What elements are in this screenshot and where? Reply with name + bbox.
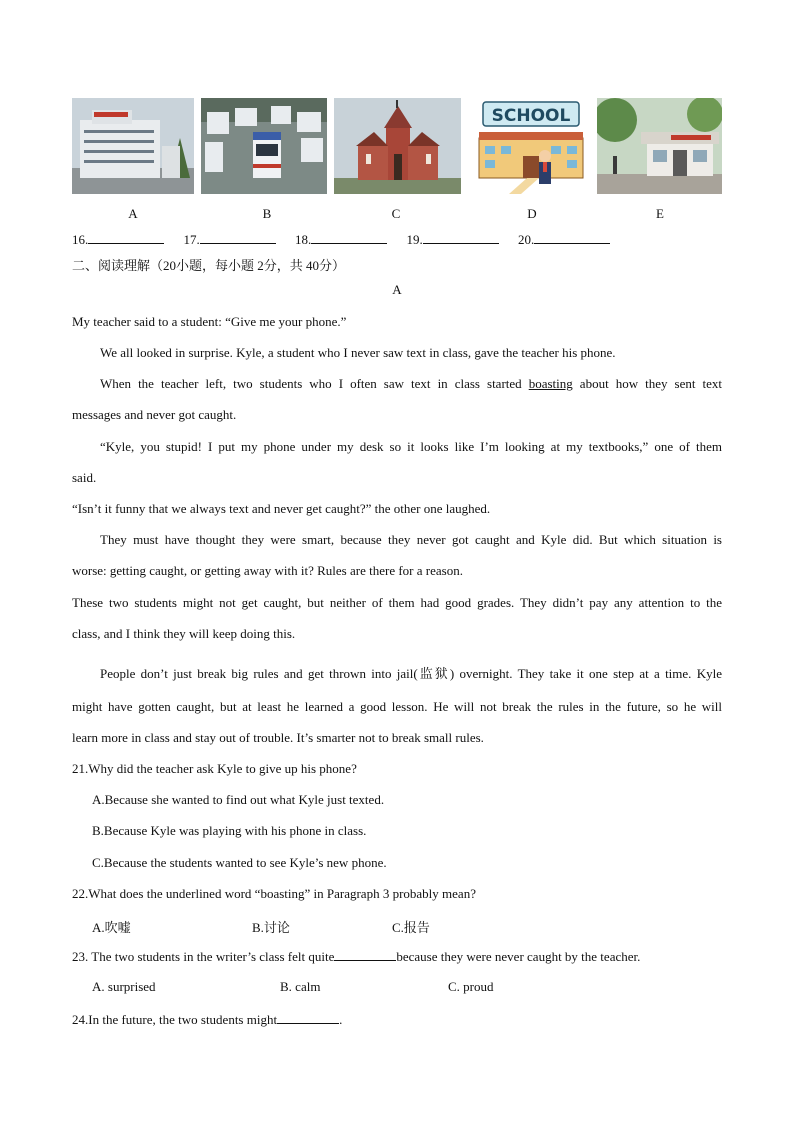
answer-blank-16[interactable]	[88, 231, 164, 244]
question-23: 23. The two students in the writer’s class felt quite because they were never caught by the teacher.	[72, 949, 641, 964]
passage-line: We all looked in surprise. Kyle, a student who I never saw text in class, gave the teacher his phone.	[100, 345, 616, 360]
question-21: 21.Why did the teacher ask Kyle to give up his phone?	[72, 761, 357, 776]
answer-blank-24[interactable]	[277, 1011, 339, 1024]
school-cartoon	[469, 98, 600, 194]
options-22	[92, 917, 492, 935]
picture-letter-e: E	[656, 206, 664, 221]
passage-line: These two students might not get caught, but neither of them had good grades. They didn’t pay any attention to the	[72, 595, 722, 610]
church-photo	[334, 98, 461, 194]
picture-letter-d: D	[527, 206, 537, 221]
answer-blank-20[interactable]	[534, 231, 610, 244]
picture-row	[72, 98, 722, 196]
passage-line: My teacher said to a student: “Give me your phone.”	[72, 314, 347, 329]
question-22: 22.What does the underlined word “boasting” in Paragraph 3 probably mean?	[72, 886, 476, 901]
hospital-photo	[72, 98, 194, 194]
blank-number: 20.	[518, 232, 535, 247]
section-heading: 二、阅读理解（20小题，每小题 2分，共 40分）	[72, 258, 346, 273]
option-23-a[interactable]: A. surprised	[92, 979, 156, 994]
answer-blank-18[interactable]	[311, 231, 387, 244]
passage-line: “Isn’t it funny that we always text and never get caught?” the other one laughed.	[72, 501, 491, 516]
passage-line: “Kyle, you stupid! I put my phone under my desk so it looks like I’m looking at my textbooks,” one of them	[100, 439, 722, 454]
answer-blank-23[interactable]	[334, 948, 396, 961]
passage-line: worse: getting caught, or getting away with it? Rules are there for a reason.	[72, 563, 463, 578]
passage-line: class, and I think they will keep doing this.	[72, 626, 296, 641]
option-22-b[interactable]: B.讨论	[252, 920, 290, 935]
option-23-c[interactable]: C. proud	[448, 979, 494, 994]
passage-line: might have gotten caught, but at least he learned a good lesson. He will not break the rules in the future, so he will	[72, 699, 722, 714]
blank-number: 18.	[295, 232, 312, 247]
picture-letter-c: C	[391, 206, 401, 221]
underlined-word-boasting: boasting	[528, 376, 573, 391]
picture-letter-b: B	[262, 206, 272, 221]
option-21-a[interactable]: A.Because she wanted to find out what Kyle just texted.	[92, 792, 385, 807]
blank-number: 17.	[183, 232, 200, 247]
park-gate-photo	[597, 98, 722, 194]
options-23	[92, 979, 512, 997]
blank-number: 16.	[72, 232, 89, 247]
option-22-a[interactable]: A.吹嘘	[92, 920, 131, 935]
passage-line: When the teacher left, two students who I often saw text in class started boasting about how they sent text	[100, 376, 722, 391]
option-23-b[interactable]: B. calm	[280, 979, 321, 994]
blank-number: 19.	[406, 232, 423, 247]
passage-line: learn more in class and stay out of trouble. It’s smarter not to break small rules.	[72, 730, 484, 745]
option-21-b[interactable]: B.Because Kyle was playing with his phone in class.	[92, 823, 367, 838]
option-22-c[interactable]: C.报告	[392, 920, 430, 935]
answer-blank-17[interactable]	[200, 231, 276, 244]
passage-label: A	[392, 282, 402, 297]
bus-station-photo	[201, 98, 327, 194]
answer-blank-19[interactable]	[423, 231, 499, 244]
picture-letter-a: A	[128, 206, 138, 221]
passage-line: said.	[72, 470, 97, 485]
school-sign-text: SCHOOL	[491, 106, 571, 126]
option-21-c[interactable]: C.Because the students wanted to see Kyle’s new phone.	[92, 855, 387, 870]
question-24: 24.In the future, the two students might .	[72, 1012, 343, 1027]
answer-blanks-row	[72, 231, 626, 248]
passage-line: They must have thought they were smart, because they never got caught and Kyle did. But which situation is	[100, 532, 722, 547]
passage-line: messages and never got caught.	[72, 407, 237, 422]
passage-line: People don’t just break big rules and get thrown into jail(监狱) overnight. They take it one step at a time. Kyle	[100, 666, 722, 681]
